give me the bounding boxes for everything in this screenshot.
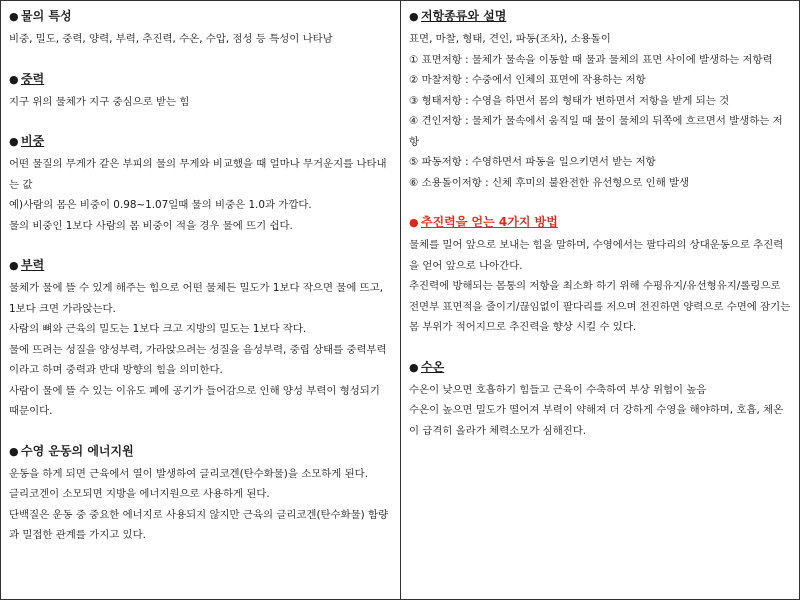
bullet-icon: ●	[9, 259, 19, 272]
text-paragraph: 사람이 물에 뜰 수 있는 이유도 폐에 공기가 들어감으로 인해 양성 부력이 형성되기 때문이다.	[9, 384, 380, 417]
text-paragraph: 물에 뜨려는 성질을 양성부력, 가라앉으려는 성질을 음성부력, 중립 상태를 중력부력이라고 하며 중력과 반대 방향의 힘을 의미한다.	[9, 343, 387, 376]
text-paragraph: 물체가 물에 뜰 수 있게 해주는 힘으로 어떤 물체든 밀도가 1보다 작으면 물에 뜨고, 1보다 크면 가라앉는다.	[9, 282, 384, 315]
text-paragraph: 물체를 밀어 앞으로 보내는 힘을 말하며, 수영에서는 팔다리의 상대운동으로 추진력을 얻어 앞으로 나아간다.	[409, 239, 784, 272]
text-line: 표면, 마찰, 형태, 견인, 파동(조차), 소용돌이	[409, 33, 611, 45]
section-heading-buoyancy	[9, 256, 392, 274]
text-line: 수온이 낮으면 호흡하기 힘들고 근육이 수축하여 부상 위험이 높음	[409, 383, 707, 396]
text-line: 비중, 밀도, 중력, 양력, 부력, 추진력, 수온, 수압, 점성 등 특성이 나타남	[9, 33, 333, 45]
text-line: 지구 위의 물체가 지구 중심으로 받는 힘	[9, 95, 190, 108]
heading-text: 비중	[21, 134, 45, 148]
heading-text: 중력	[21, 71, 45, 86]
heading-text: 추진력을 얻는 4가지 방법	[421, 215, 558, 229]
text-line: ③ 형태저항 : 수영을 하면서 몸의 형태가 변하면서 저항을 받게 되는 것	[409, 94, 730, 107]
section-heading-specific-gravity	[9, 132, 392, 150]
heading-text: 저항종류와 설명	[421, 9, 507, 23]
bullet-icon: ●	[409, 10, 419, 23]
section-heading-gravity	[9, 70, 392, 88]
text-paragraph: 단백질은 운동 중 중요한 에너지로 사용되지 않지만 근육의 글리코겐(탄수화물) 함량과 밀접한 관계를 가지고 있다.	[9, 508, 389, 541]
text-line: ① 표면저항 : 물체가 물속을 이동할 때 물과 물체의 표면 사이에 발생하는 저항력	[409, 53, 773, 66]
text-line: 사람의 뼈와 근육의 밀도는 1보다 크고 지방의 밀도는 1보다 작다.	[9, 323, 307, 335]
bullet-icon: ●	[9, 10, 19, 23]
text-line: 운동을 하게 되면 근육에서 열이 발생하여 글리코겐(탄수화물)을 소모하게 된다.	[9, 467, 369, 480]
bullet-icon: ●	[409, 360, 419, 374]
bullet-icon: ●	[9, 135, 19, 148]
bullet-icon: ●	[9, 72, 19, 86]
section-heading-resistance-types	[409, 7, 791, 25]
section-heading-water-temperature	[409, 358, 791, 376]
section-heading-water-properties	[9, 7, 392, 25]
heading-text: 부력	[21, 258, 45, 272]
text-line: ⑥ 소용돌이저항 : 신체 후미의 불완전한 유선형으로 인해 발생	[409, 176, 690, 189]
text-paragraph: 어떤 물질의 무게가 같은 부피의 물의 무게와 비교했을 때 얼마나 무거운지를 나타내는 값	[9, 158, 387, 191]
heading-text: 수영 운동의 에너지원	[21, 443, 134, 458]
text-line: ② 마찰저항 : 수중에서 인체의 표면에 작용하는 저항	[409, 74, 646, 86]
left-column	[1, 1, 401, 599]
right-column	[401, 1, 799, 599]
heading-text: 수온	[421, 359, 445, 374]
section-heading-propulsion	[409, 213, 791, 231]
section-heading-energy-source	[9, 442, 392, 460]
text-line: ⑤ 파동저항 : 수영하면서 파동을 일으키면서 받는 저항	[409, 156, 656, 168]
text-line: 물의 비중인 1보다 사람의 몸 비중이 적을 경우 물에 뜨기 쉽다.	[9, 219, 293, 232]
text-paragraph: 수온이 높으면 밀도가 떨어져 부력이 약해져 더 강하게 수영을 해야하며, 호흡, 체온이 급격히 올라가 체력소모가 심해진다.	[409, 404, 784, 437]
heading-text: 물의 특성	[21, 9, 72, 23]
bullet-icon: ●	[9, 444, 19, 458]
text-line: 예)사람의 몸은 비중이 0.98~1.07일때 물의 비중은 1.0과 가깝다.	[9, 199, 312, 211]
text-paragraph: ④ 견인저항 : 물체가 물속에서 움직일 때 물이 물체의 뒤쪽에 흐르면서 발생하는 저항	[409, 115, 783, 148]
text-paragraph: 추진력에 방해되는 몸통의 저항을 최소화 하기 위해 수평유지/유선형유지/롤링으로 전면부 표면적을 줄이기/끊임없이 팔다리를 저으며 전진하면 양력으로 수면에 잠기는 몸 부위가 적어지므로 추진력을 향상 시킬 수 있다.	[409, 280, 791, 333]
text-line: 글리코겐이 소모되면 지방을 에너지원으로 사용하게 된다.	[9, 488, 270, 500]
bullet-icon: ●	[409, 216, 419, 229]
